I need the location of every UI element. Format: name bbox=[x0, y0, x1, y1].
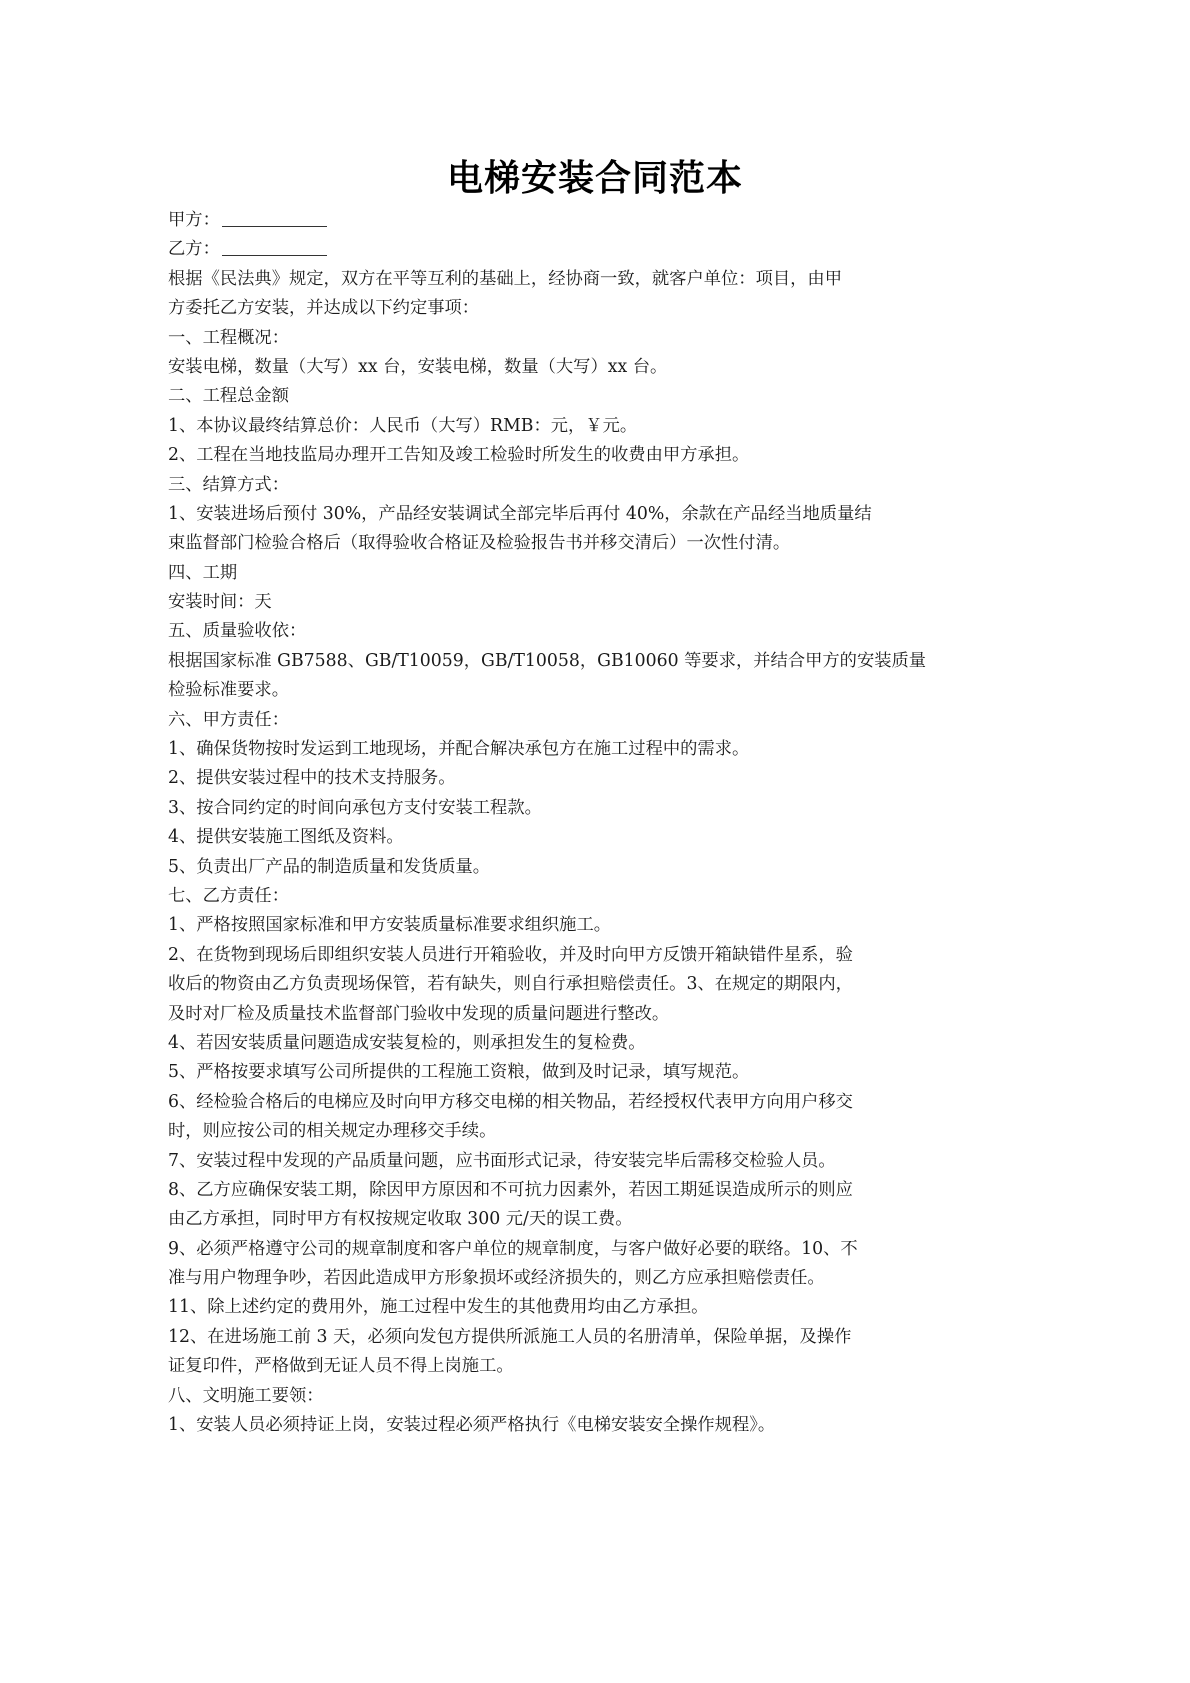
text-line: 准与用户物理争吵，若因此造成甲方形象损坏或经济损失的，则乙方应承担赔偿责任。 bbox=[168, 1268, 825, 1289]
section-heading: 七、乙方责任： bbox=[168, 885, 289, 906]
section-heading: 五、质量验收依： bbox=[168, 621, 307, 642]
text-line: 4、若因安装质量问题造成安装复检的，则承担发生的复检费。 bbox=[168, 1032, 646, 1053]
party-b-label: 乙方： bbox=[168, 239, 220, 260]
section-heading: 八、文明施工要领： bbox=[168, 1385, 324, 1406]
text-line: 1、安装进场后预付 30%，产品经安装调试全部完毕后再付 40%，余款在产品经当地质量结 bbox=[168, 503, 872, 524]
document-title: 电梯安装合同范本 bbox=[446, 157, 743, 199]
text-line: 8、乙方应确保安装工期，除因甲方原因和不可抗力因素外，若因工期延误造成所示的则应 bbox=[168, 1179, 853, 1200]
contract-text bbox=[168, 265, 1028, 1441]
text-line: 4、提供安装施工图纸及资料。 bbox=[168, 827, 404, 848]
text-line: 根据国家标准 GB7588、GB/T10059，GB/T10058，GB10060 等要求，并结合甲方的安装质量 bbox=[168, 650, 927, 671]
text-line: 2、工程在当地技监局办理开工告知及竣工检验时所发生的收费由甲方承担。 bbox=[168, 445, 750, 466]
section-heading: 四、工期 bbox=[168, 562, 238, 583]
text-line: 3、按合同约定的时间向承包方支付安装工程款。 bbox=[168, 797, 542, 818]
text-line: 7、安装过程中发现的产品质量问题，应书面形式记录，待安装完毕后需移交检验人员。 bbox=[168, 1150, 836, 1171]
text-line: 12、在进场施工前 3 天，必须向发包方提供所派施工人员的名册清单，保险单据，及操作 bbox=[168, 1326, 852, 1347]
document-body bbox=[168, 206, 1028, 1440]
text-line: 5、严格按要求填写公司所提供的工程施工资粮，做到及时记录，填写规范。 bbox=[168, 1062, 750, 1083]
party-b-blank-field bbox=[222, 237, 327, 256]
section-heading: 一、工程概况： bbox=[168, 327, 289, 348]
text-line: 证复印件，严格做到无证人员不得上岗施工。 bbox=[168, 1356, 514, 1377]
text-line: 11、除上述约定的费用外，施工过程中发生的其他费用均由乙方承担。 bbox=[168, 1297, 709, 1318]
text-line: 1、严格按照国家标准和甲方安装质量标准要求组织施工。 bbox=[168, 915, 612, 936]
text-line: 2、在货物到现场后即组织安装人员进行开箱验收，并及时向甲方反馈开箱缺错件星系，验 bbox=[168, 944, 853, 965]
text-line: 1、确保货物按时发运到工地现场，并配合解决承包方在施工过程中的需求。 bbox=[168, 739, 750, 760]
text-line: 安装时间：天 bbox=[168, 592, 272, 613]
party-b-line bbox=[168, 235, 1028, 264]
text-line: 5、负责出厂产品的制造质量和发货质量。 bbox=[168, 856, 491, 877]
text-line: 1、安装人员必须持证上岗，安装过程必须严格执行《电梯安装安全操作规程》。 bbox=[168, 1415, 776, 1436]
party-a-blank-field bbox=[222, 208, 327, 227]
text-line: 安装电梯，数量（大写）xx 台，安装电梯，数量（大写）xx 台。 bbox=[168, 356, 668, 377]
text-line: 检验标准要求。 bbox=[168, 680, 289, 701]
text-line: 束监督部门检验合格后（取得验收合格证及检验报告书并移交清后）一次性付清。 bbox=[168, 533, 791, 554]
text-line: 根据《民法典》规定，双方在平等互利的基础上，经协商一致，就客户单位：项目，由甲 bbox=[168, 268, 842, 289]
text-line: 6、经检验合格后的电梯应及时向甲方移交电梯的相关物品，若经授权代表甲方向用户移交 bbox=[168, 1091, 853, 1112]
party-a-line bbox=[168, 206, 1028, 235]
text-line: 方委托乙方安装，并达成以下约定事项： bbox=[168, 298, 480, 319]
text-line: 收后的物资由乙方负责现场保管，若有缺失，则自行承担赔偿责任。3、在规定的期限内， bbox=[168, 974, 853, 995]
text-line: 9、必须严格遵守公司的规章制度和客户单位的规章制度，与客户做好必要的联络。10、不 bbox=[168, 1238, 858, 1259]
text-line: 由乙方承担，同时甲方有权按规定收取 300 元/天的误工费。 bbox=[168, 1209, 633, 1230]
text-line: 1、本协议最终结算总价：人民币（大写）RMB：元，￥元。 bbox=[168, 415, 638, 436]
text-line: 2、提供安装过程中的技术支持服务。 bbox=[168, 768, 456, 789]
party-a-label: 甲方： bbox=[168, 210, 220, 230]
text-line: 时，则应按公司的相关规定办理移交手续。 bbox=[168, 1121, 497, 1142]
section-heading: 三、结算方式： bbox=[168, 474, 289, 495]
section-heading: 二、工程总金额 bbox=[168, 386, 289, 407]
text-line: 及时对厂检及质量技术监督部门验收中发现的质量问题进行整改。 bbox=[168, 1003, 670, 1024]
section-heading: 六、甲方责任： bbox=[168, 709, 289, 730]
